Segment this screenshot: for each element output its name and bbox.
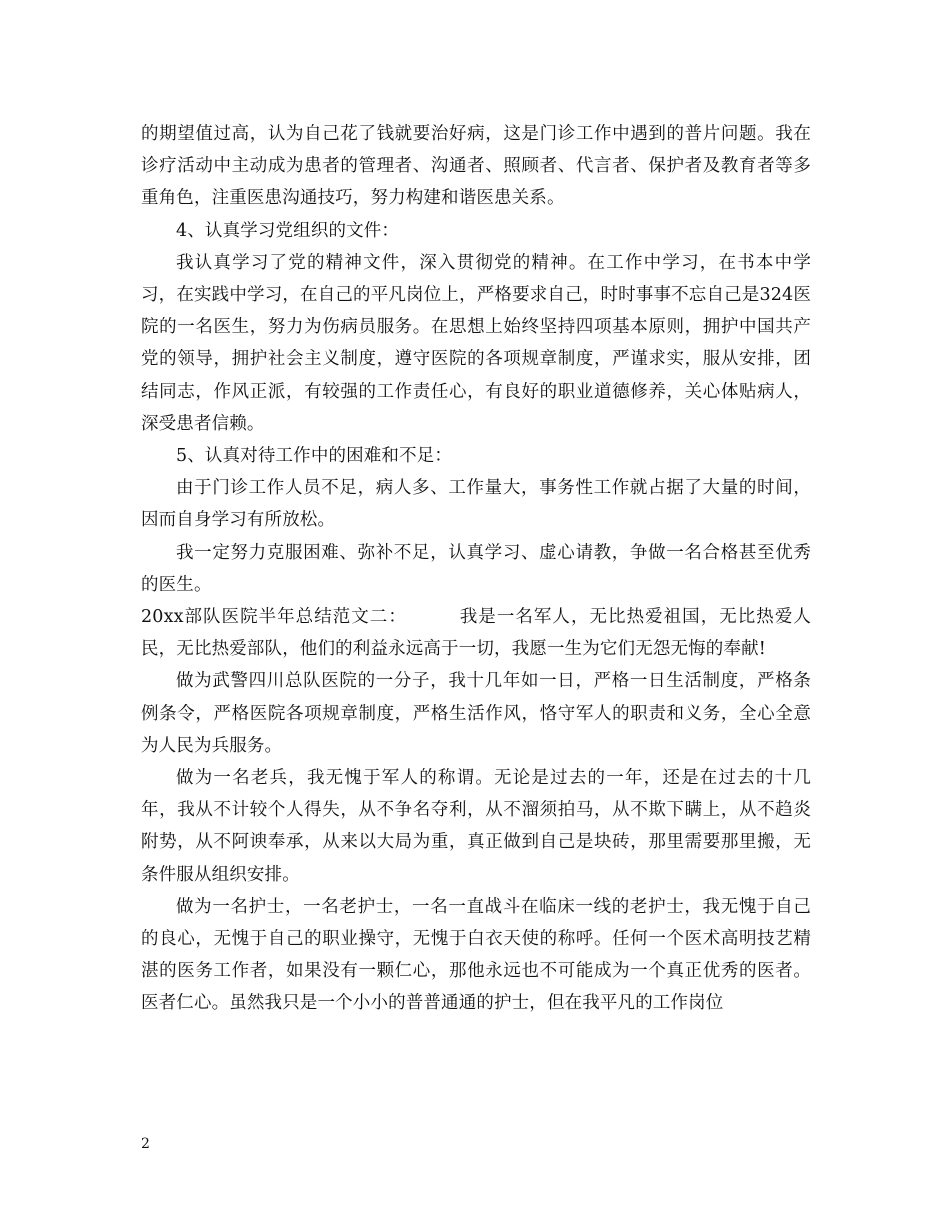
section-heading: 20xx部队医院半年总结范文二： [141,607,407,628]
paragraph: 的期望值过高，认为自己花了钱就要治好病，这是门诊工作中遇到的普片问题。我在诊疗活动中主动成为患者的管理者、沟通者、照顾者、代言者、保护者及教育者等多重角色，注重医患沟通技巧，努力构建和谐医患关系。 [141,124,811,209]
page-number: 2 [141,1136,150,1152]
paragraph: 我一定努力克服困难、弥补不足，认真学习、虚心请教，争做一名合格甚至优秀的医生。 [141,542,811,595]
document-body [141,118,811,1020]
section-intro: 我是一名军人，无比热爱祖国，无比热爱人民，无比热爱部队，他们的利益永远高于一切，我愿一生为它们无怨无悔的奉献! [141,607,812,660]
paragraph: 由于门诊工作人员不足，病人多、工作量大，事务性工作就占据了大量的时间，因而自身学习有所放松。 [141,478,811,531]
paragraph: 我认真学习了党的精神文件，深入贯彻党的精神。在工作中学习，在书本中学习，在实践中学习，在自己的平凡岗位上，严格要求自己，时时事事不忘自己是324医院的一名医生，努力为伤病员服务。在思想上始终坚持四项基本原则，拥护中国共产党的领导，拥护社会主义制度，遵守医院的各项规章制度，严谨求实，服从安排，团结同志，作风正派，有较强的工作责任心，有良好的职业道德修养，关心体贴病人，深受患者信赖。 [141,252,811,434]
paragraph: 做为一名护士，一名老护士，一名一直战斗在临床一线的老护士，我无愧于自己的良心，无愧于自己的职业操守，无愧于白衣天使的称呼。任何一个医术高明技艺精湛的医务工作者，如果没有一颗仁心，那他永远也不可能成为一个真正优秀的医者。医者仁心。虽然我只是一个小小的普普通通的护士，但在我平凡的工作岗位 [141,896,811,1014]
numbered-heading: 5、认真对待工作中的困难和不足： [176,446,453,467]
paragraph: 做为一名老兵，我无愧于军人的称谓。无论是过去的一年，还是在过去的十几年，我从不计较个人得失，从不争名夺利，从不溜须拍马，从不欺下瞒上，从不趋炎附势，从不阿谀奉承，从来以大局为重，真正做到自己是块砖，那里需要那里搬，无条件服从组织安排。 [141,768,811,885]
paragraph: 做为武警四川总队医院的一分子，我十几年如一日，严格一日生活制度，严格条例条令，严格医院各项规章制度，严格生活作风，恪守军人的职责和义务，全心全意为人民为兵服务。 [141,671,811,756]
section-paragraph [141,601,811,665]
numbered-heading: 4、认真学习党组织的文件： [176,220,400,241]
